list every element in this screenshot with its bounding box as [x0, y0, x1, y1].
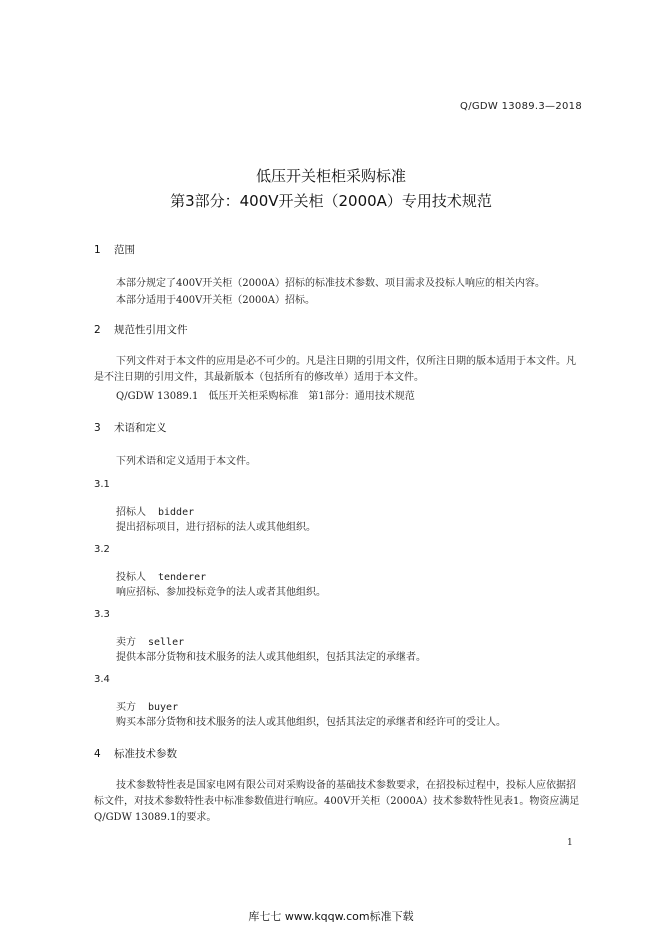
page-number: 1	[567, 838, 573, 848]
section-number: 2	[94, 324, 101, 336]
term-chinese: 投标人	[116, 572, 146, 583]
term-english: bidder	[158, 507, 195, 518]
section-3-intro: 下列术语和定义适用于本文件。	[116, 456, 256, 467]
term-english: seller	[148, 637, 185, 648]
term-definition: 响应招标、参加投标竞争的法人或者其他组织。	[116, 587, 326, 598]
document-title-line1: 低压开关柜柜采购标准	[255, 167, 406, 185]
section-title: 术语和定义	[114, 422, 167, 434]
term-heading	[116, 633, 184, 648]
section-number: 3	[94, 422, 101, 434]
term-chinese: 买方	[116, 702, 136, 713]
section-number: 1	[94, 244, 101, 256]
term-heading	[116, 503, 194, 518]
term-number: 3.4	[94, 674, 110, 685]
section-1-heading	[94, 242, 135, 257]
term-number: 3.1	[94, 479, 110, 490]
section-2-paragraph-1: 下列文件对于本文件的应用是必不可少的。凡是注日期的引用文件，仅所注日期的版本适用于本文件。凡是不注日期的引用文件，其最新版本（包括所有的修改单）适用于本文件。	[94, 356, 576, 383]
section-4-paragraph-1: 技术参数特性表是国家电网有限公司对采购设备的基础技术参数要求，在招投标过程中，投标人应依据招标文件，对技术参数特性表中标准参数值进行响应。400V开关柜（2000A）技术参数特性见表1。物资应满足Q/GDW 13089.1的要求。	[94, 780, 580, 823]
term-definition: 提出招标项目，进行招标的法人或其他组织。	[116, 522, 316, 533]
section-2-reference: Q/GDW 13089.1 低压开关柜采购标准 第1部分：通用技术规范	[116, 391, 415, 402]
term-heading	[116, 698, 178, 713]
term-definition: 提供本部分货物和技术服务的法人或其他组织，包括其法定的承继者。	[116, 652, 426, 663]
term-chinese: 卖方	[116, 637, 136, 648]
section-1-paragraph-2: 本部分适用于400V开关柜（2000A）招标。	[116, 295, 315, 306]
section-2-heading	[94, 322, 188, 337]
section-title: 范围	[114, 244, 135, 256]
term-chinese: 招标人	[116, 507, 146, 518]
term-number: 3.3	[94, 609, 110, 620]
section-number: 4	[94, 748, 101, 760]
term-number: 3.2	[94, 544, 110, 555]
term-english: buyer	[148, 702, 179, 713]
document-id: Q/GDW 13089.3—2018	[460, 101, 582, 112]
section-title: 规范性引用文件	[114, 324, 188, 336]
section-title: 标准技术参数	[114, 748, 177, 760]
section-3-heading	[94, 420, 167, 435]
section-1-paragraph-1: 本部分规定了400V开关柜（2000A）招标的标准技术参数、项目需求及投标人响应的相关内容。	[116, 278, 545, 289]
term-heading	[116, 568, 206, 583]
term-definition: 购买本部分货物和技术服务的法人或其他组织，包括其法定的承继者和经许可的受让人。	[116, 717, 506, 728]
footer-watermark: 库七七 www.kqqw.com标准下载	[248, 910, 414, 923]
section-4-heading	[94, 746, 177, 761]
term-english: tenderer	[158, 572, 207, 583]
document-title-line2: 第3部分：400V开关柜（2000A）专用技术规范	[170, 192, 492, 210]
